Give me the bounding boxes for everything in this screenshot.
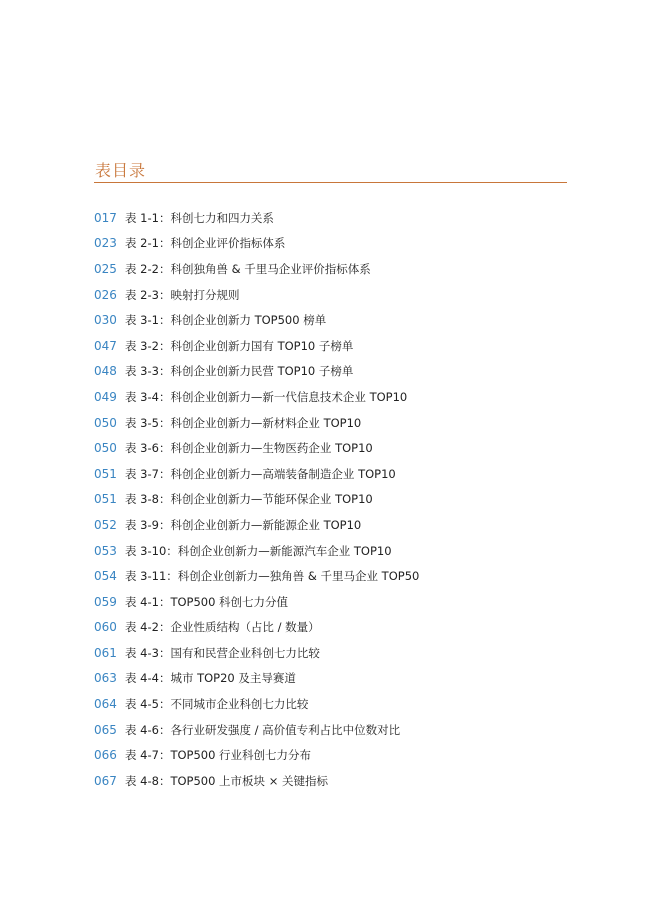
toc-entry[interactable] — [94, 333, 574, 359]
toc-page-number[interactable]: 065 — [94, 722, 117, 737]
toc-page-number[interactable]: 059 — [94, 594, 117, 609]
toc-entry-title[interactable]: 表 3-9：科创企业创新力—新能源企业 TOP10 — [125, 517, 362, 532]
toc-page-number[interactable]: 051 — [94, 466, 117, 481]
toc-entry-title[interactable]: 表 4-4：城市 TOP20 及主导赛道 — [125, 671, 296, 686]
toc-entry-title[interactable]: 表 3-5：科创企业创新力—新材料企业 TOP10 — [125, 415, 362, 430]
toc-entry[interactable] — [94, 307, 574, 333]
toc-page-number[interactable]: 050 — [94, 415, 117, 430]
toc-heading: 表目录 — [95, 161, 147, 180]
toc-page-number[interactable]: 050 — [94, 441, 117, 456]
toc-entry-title[interactable]: 表 4-1：TOP500 科创七力分值 — [125, 594, 289, 609]
toc-entry[interactable] — [94, 487, 574, 513]
toc-entry[interactable] — [94, 205, 574, 231]
toc-entry[interactable] — [94, 615, 574, 641]
toc-entry-title[interactable]: 表 3-8：科创企业创新力—节能环保企业 TOP10 — [125, 492, 373, 507]
toc-entry[interactable] — [94, 538, 574, 564]
toc-entry[interactable] — [94, 563, 574, 589]
toc-entry-title[interactable]: 表 3-1：科创企业创新力 TOP500 榜单 — [125, 313, 327, 328]
toc-entry-title[interactable]: 表 4-3：国有和民营企业科创七力比较 — [125, 645, 320, 660]
toc-page-number[interactable]: 030 — [94, 313, 117, 328]
toc-entry[interactable] — [94, 359, 574, 385]
toc-page-number[interactable]: 063 — [94, 671, 117, 686]
toc-entry[interactable] — [94, 512, 574, 538]
toc-entry-title[interactable]: 表 3-6：科创企业创新力—生物医药企业 TOP10 — [125, 441, 373, 456]
toc-entry[interactable] — [94, 589, 574, 615]
toc-entry-title[interactable]: 表 3-2：科创企业创新力国有 TOP10 子榜单 — [125, 338, 354, 353]
toc-entry-title[interactable]: 表 4-5：不同城市企业科创七力比较 — [125, 697, 309, 712]
toc-entry-title[interactable]: 表 2-2：科创独角兽 & 千里马企业评价指标体系 — [125, 261, 371, 276]
toc-entry-title[interactable]: 表 4-2：企业性质结构（占比 / 数量） — [125, 620, 320, 635]
toc-page-number[interactable]: 053 — [94, 543, 117, 558]
toc-page-number[interactable]: 048 — [94, 364, 117, 379]
toc-page-number[interactable]: 061 — [94, 645, 117, 660]
toc-page-number[interactable]: 054 — [94, 569, 117, 584]
toc-entry[interactable] — [94, 768, 574, 794]
toc-entry[interactable] — [94, 231, 574, 257]
toc-entry[interactable] — [94, 742, 574, 768]
toc-page-number[interactable]: 052 — [94, 517, 117, 532]
toc-entry-title[interactable]: 表 2-3：映射打分规则 — [125, 287, 240, 302]
toc-entry-title[interactable]: 表 4-6：各行业研发强度 / 高价值专利占比中位数对比 — [125, 722, 401, 737]
toc-entry[interactable] — [94, 435, 574, 461]
toc-page-number[interactable]: 060 — [94, 620, 117, 635]
toc-entry-title[interactable]: 表 2-1：科创企业评价指标体系 — [125, 236, 286, 251]
toc-page-number[interactable]: 017 — [94, 210, 117, 225]
toc-entry[interactable] — [94, 691, 574, 717]
table-of-tables-list — [94, 205, 574, 794]
toc-entry-title[interactable]: 表 3-4：科创企业创新力—新一代信息技术企业 TOP10 — [125, 389, 408, 404]
toc-page-number[interactable]: 066 — [94, 748, 117, 763]
toc-page-number[interactable]: 023 — [94, 236, 117, 251]
toc-page-number[interactable]: 049 — [94, 389, 117, 404]
toc-page-number[interactable]: 025 — [94, 261, 117, 276]
toc-entry[interactable] — [94, 461, 574, 487]
heading-divider — [94, 182, 567, 183]
toc-entry-title[interactable]: 表 3-3：科创企业创新力民营 TOP10 子榜单 — [125, 364, 354, 379]
toc-entry[interactable] — [94, 384, 574, 410]
toc-entry[interactable] — [94, 640, 574, 666]
toc-page-number[interactable]: 064 — [94, 697, 117, 712]
toc-entry[interactable] — [94, 256, 574, 282]
toc-page-number[interactable]: 067 — [94, 773, 117, 788]
toc-entry[interactable] — [94, 717, 574, 743]
toc-entry[interactable] — [94, 666, 574, 692]
toc-entry[interactable] — [94, 282, 574, 308]
toc-entry-title[interactable]: 表 3-7：科创企业创新力—高端装备制造企业 TOP10 — [125, 466, 396, 481]
toc-entry-title[interactable]: 表 3-11：科创企业创新力—独角兽 & 千里马企业 TOP50 — [125, 569, 420, 584]
toc-page-number[interactable]: 026 — [94, 287, 117, 302]
toc-page-number[interactable]: 047 — [94, 338, 117, 353]
toc-page-number[interactable]: 051 — [94, 492, 117, 507]
toc-entry[interactable] — [94, 410, 574, 436]
toc-entry-title[interactable]: 表 4-7：TOP500 行业科创七力分布 — [125, 748, 312, 763]
toc-entry-title[interactable]: 表 4-8：TOP500 上市板块 × 关键指标 — [125, 773, 329, 788]
toc-entry-title[interactable]: 表 1-1：科创七力和四力关系 — [125, 210, 274, 225]
toc-entry-title[interactable]: 表 3-10：科创企业创新力—新能源汽车企业 TOP10 — [125, 543, 392, 558]
